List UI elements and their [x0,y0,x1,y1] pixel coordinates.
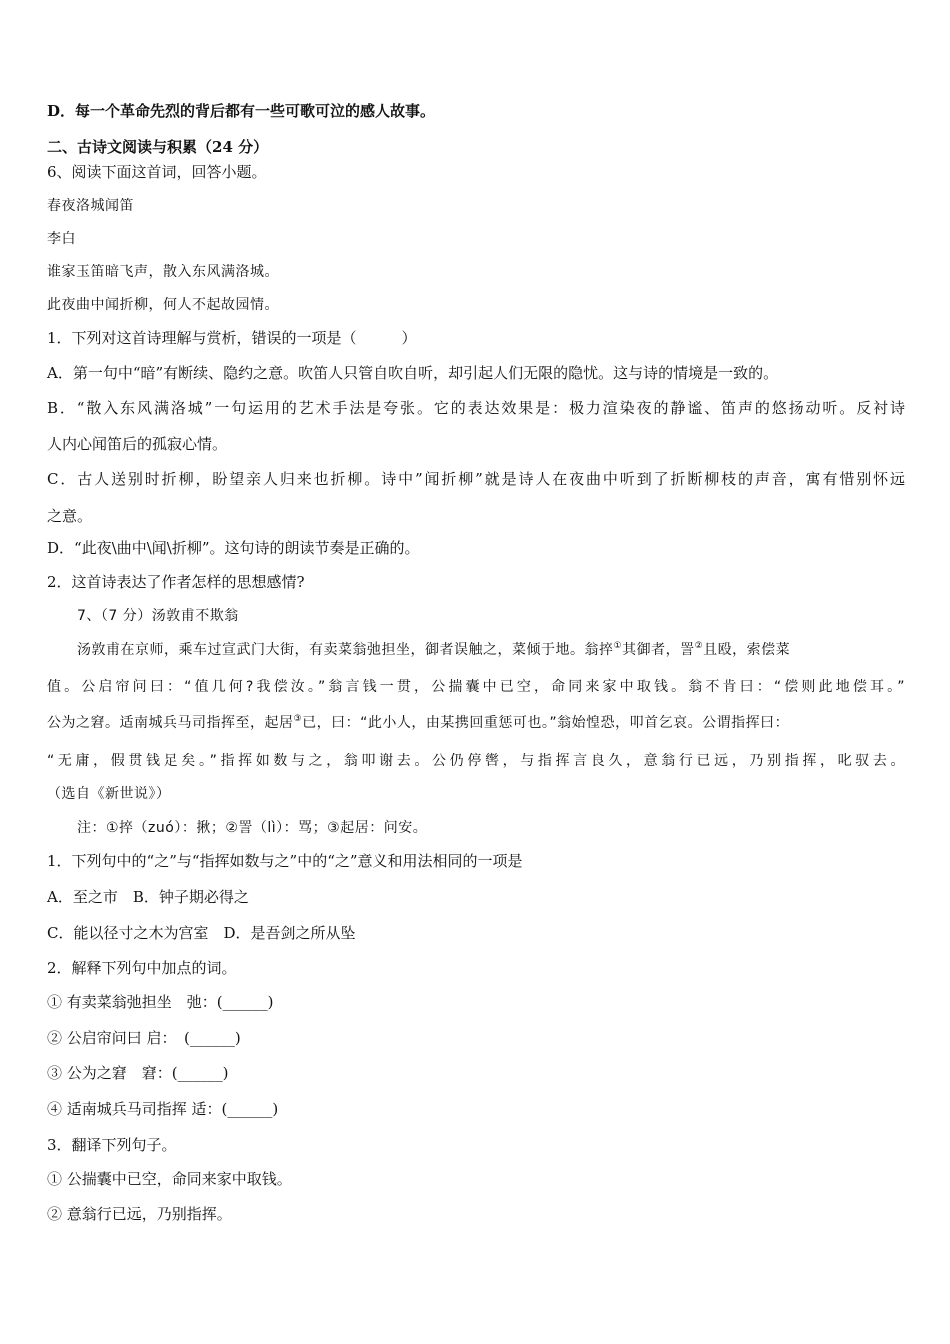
question-7-3-item-1: ① 公揣囊中已空，命同来家中取钱。 [47,1170,292,1188]
passage-line-4: “无庸，假贯钱足矣。”指挥如数与之，翁叩谢去。公仍停辔，与指挥言良久，意翁行已远，乃别指挥，叱驭去。 [47,753,905,769]
footnote-ref-3: ③ [293,714,303,724]
section-heading: 二、古诗文阅读与积累（24 分） [47,138,269,156]
footnote-ref-2: ② [694,641,704,651]
passage-line-2: 值。公启帘问曰：“值几何?我偿汝。”翁言钱一贯，公揣囊中已空，命同来家中取钱。翁不肯曰：“偿则此地偿耳。” [47,679,905,695]
question-7-1: 1．下列句中的“之”与“指挥如数与之”中的“之”意义和用法相同的一项是 [47,852,523,870]
option-b-line-2: 人内心闻笛后的孤寂心情。 [47,435,228,453]
question-6-prompt: 6、阅读下面这首词，回答小题。 [47,163,267,181]
option-c-line-2: 之意。 [47,507,93,525]
footnote-ref-1: ① [613,641,623,651]
passage-line-3: 公为之窘。适南城兵马司指挥至，起居③已，曰：“此小人，由某携回重惩可也。”翁始惶恐，叩首乞哀。公谓指挥曰： [47,714,790,731]
question-7-3-item-2: ② 意翁行已远，乃别指挥。 [47,1205,232,1223]
poem-title: 春夜洛城闻笛 [47,198,134,214]
passage-notes: 注：①捽（zuó）：揪；②詈（lì）：骂；③起居：问安。 [77,820,428,836]
question-7-2: 2．解释下列句中加点的词。 [47,959,237,977]
poem-author: 李白 [47,231,76,247]
option-a: A．第一句中“暗”有断续、隐约之意。吹笛人只管自吹自听，却引起人们无限的隐忧。这与诗的情境是一致的。 [47,364,779,382]
poem-line-1: 谁家玉笛暗飞声，散入东风满洛城。 [47,264,279,280]
question-6-2: 2．这首诗表达了作者怎样的思想感情? [47,573,305,591]
question-7-3: 3．翻译下列句子。 [47,1136,177,1154]
poem-line-2: 此夜曲中闻折柳，何人不起故园情。 [47,297,279,313]
option-b-line-1: B．“散入东风满洛城”一句运用的艺术手法是夸张。它的表达效果是：极力渲染夜的静谧、笛声的悠扬动听。反衬诗 [47,399,905,417]
question-7-title: 7、（7 分）汤敦甫不欺翁 [77,608,239,624]
passage-source: （选自《新世说》） [47,786,171,802]
option-c-line-1: C．古人送别时折柳，盼望亲人归来也折柳。诗中”闻折柳”就是诗人在夜曲中听到了折断柳枝的声音，寓有惜别怀远 [47,470,905,488]
passage-line-1: 汤敦甫在京师，乘车过宣武门大街，有卖菜翁弛担坐，御者误触之，菜倾于地。翁捽①其御者，詈②且殴，索偿菜 [77,641,791,658]
question-7-2-item-3: ③ 公为之窘 窘：(______) [47,1064,229,1082]
question-7-2-item-4: ④ 适南城兵马司指挥 适：(______) [47,1100,279,1118]
option-d: D．“此夜\曲中\闻\折柳”。这句诗的朗读节奏是正确的。 [47,539,420,557]
option-d-line: D．每一个革命先烈的背后都有一些可歌可泣的感人故事。 [47,102,436,120]
question-7-1-options-cd: C．能以径寸之木为宫室 D．是吾剑之所从坠 [47,924,356,942]
question-7-2-item-1: ① 有卖菜翁弛担坐 弛：(______) [47,993,274,1011]
question-7-2-item-2: ② 公启帘问曰 启： (______) [47,1029,241,1047]
question-6-1: 1．下列对这首诗理解与赏析，错误的一项是（ ） [47,329,417,347]
question-7-1-options-ab: A．至之市 B．钟子期必得之 [47,888,249,906]
